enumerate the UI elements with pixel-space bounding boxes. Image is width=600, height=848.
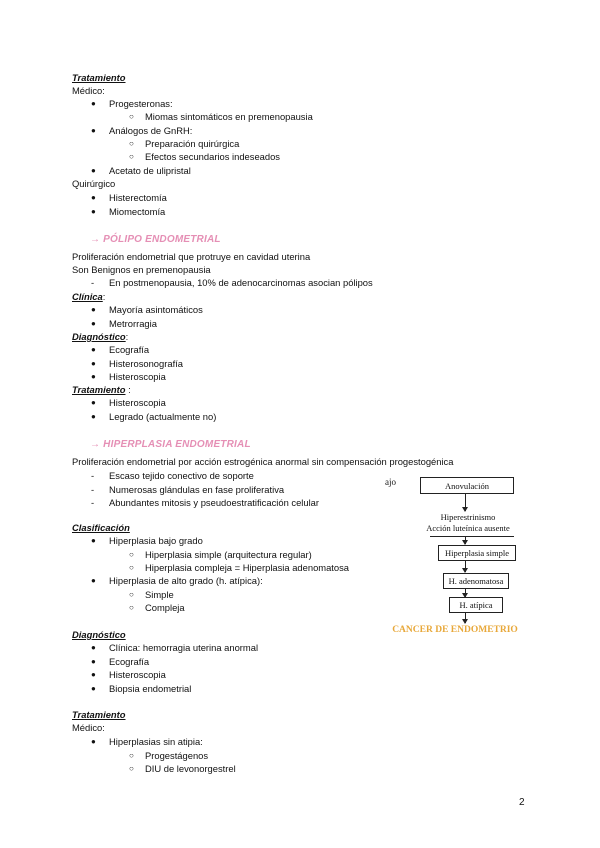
bullet-icon: ● <box>91 207 96 216</box>
diagram-label: Anovulación <box>445 480 489 491</box>
bullet-icon: ● <box>91 166 96 175</box>
list-item: Progestágenos <box>145 750 209 761</box>
bullet-icon: ● <box>91 372 96 381</box>
paragraph: Son Benignos en premenopausia <box>72 264 211 275</box>
list-item: Simple <box>145 589 174 600</box>
bullet-icon: ● <box>91 193 96 202</box>
diagram-label: Hiperestrinismo <box>440 512 496 522</box>
diagram-label: H. atípica <box>459 600 493 610</box>
arrow-down-icon <box>465 612 466 623</box>
dash-bullet-icon: - <box>91 470 95 481</box>
circle-bullet-icon: ○ <box>129 751 134 760</box>
bullet-icon: ● <box>91 643 96 652</box>
diagram-fragment-text: ajo <box>385 477 396 487</box>
list-item: Clínica: hemorragia uterina anormal <box>109 642 259 653</box>
diagram-divider <box>430 536 514 537</box>
diagram-label: H. adenomatosa <box>448 576 504 586</box>
list-item: Hiperplasia de alto grado (h. atípica): <box>109 575 263 586</box>
dash-bullet-icon: - <box>91 277 95 288</box>
list-item: Análogos de GnRH: <box>109 125 193 136</box>
section-heading-clinica: Clínica <box>72 291 103 302</box>
circle-bullet-icon: ○ <box>129 152 134 161</box>
bullet-icon: ● <box>91 684 96 693</box>
list-item: Hiperplasia simple (arquitectura regular) <box>145 549 312 560</box>
dash-bullet-icon: - <box>91 497 95 508</box>
section-heading-diagnostico: Diagnóstico <box>72 331 126 342</box>
list-item: Histeroscopia <box>109 397 166 408</box>
bullet-icon: ● <box>91 737 96 746</box>
diagram-hiperestrinismo <box>418 512 518 534</box>
bullet-icon: ● <box>91 126 96 135</box>
arrow-down-icon <box>465 537 466 544</box>
paragraph: Proliferación endometrial que protruye en cavidad uterina <box>72 251 311 262</box>
bullet-icon: ● <box>91 359 96 368</box>
circle-bullet-icon: ○ <box>129 112 134 121</box>
list-item: Preparación quirúrgica <box>145 138 240 149</box>
list-item: Efectos secundarios indeseados <box>145 151 280 162</box>
list-item: Miomectomía <box>109 206 166 217</box>
list-item: Numerosas glándulas en fase proliferativa <box>109 484 285 495</box>
list-item: Escaso tejido conectivo de soporte <box>109 470 254 481</box>
bullet-icon: ● <box>91 412 96 421</box>
bullet-icon: ● <box>91 345 96 354</box>
circle-bullet-icon: ○ <box>129 139 134 148</box>
medico-label: Médico: <box>72 85 105 96</box>
section-heading-tratamiento: Tratamiento <box>72 384 126 395</box>
list-item: Histerosonografía <box>109 358 183 369</box>
bullet-icon: ● <box>91 576 96 585</box>
dash-bullet-icon: - <box>91 484 95 495</box>
bullet-icon: ● <box>91 305 96 314</box>
section-title-hiperplasia: → HIPERPLASIA ENDOMETRIAL <box>90 439 251 450</box>
list-item: Progesteronas: <box>109 98 173 109</box>
bullet-icon: ● <box>91 670 96 679</box>
page-number: 2 <box>519 797 525 808</box>
diagram-cancer-label: CANCER DE ENDOMETRIO <box>392 625 518 635</box>
section-heading-tratamiento: Tratamiento <box>72 709 126 720</box>
arrow-down-icon <box>465 588 466 597</box>
list-item: DIU de levonorgestrel <box>145 763 236 774</box>
diagram-box-anovulacion <box>420 477 514 494</box>
diagram-box-simple <box>438 545 516 561</box>
list-item: Metrorragia <box>109 318 157 329</box>
list-item: Ecografía <box>109 656 150 667</box>
list-item: Acetato de ulipristal <box>109 165 191 176</box>
bullet-icon: ● <box>91 99 96 108</box>
list-item: Histerectomía <box>109 192 167 203</box>
bullet-icon: ● <box>91 398 96 407</box>
section-heading-diagnostico: Diagnóstico <box>72 629 126 640</box>
list-item: Hiperplasias sin atipia: <box>109 736 203 747</box>
medico-label: Médico: <box>72 722 105 733</box>
section-title-polipo: → PÓLIPO ENDOMETRIAL <box>90 234 221 245</box>
list-item: Histeroscopia <box>109 371 166 382</box>
list-item: Mayoría asintomáticos <box>109 304 203 315</box>
section-heading-clasificacion: Clasificación <box>72 522 130 533</box>
list-item: Ecografía <box>109 344 150 355</box>
list-item: Biopsia endometrial <box>109 683 192 694</box>
bullet-icon: ● <box>91 319 96 328</box>
arrow-down-icon <box>465 560 466 572</box>
list-item: Hiperplasia compleja = Hiperplasia adenomatosa <box>145 562 350 573</box>
paragraph: Proliferación endometrial por acción estrogénica anormal sin compensación progestogénica <box>72 456 454 467</box>
list-item: Abundantes mitosis y pseudoestratificación celular <box>109 497 320 508</box>
circle-bullet-icon: ○ <box>129 563 134 572</box>
circle-bullet-icon: ○ <box>129 764 134 773</box>
circle-bullet-icon: ○ <box>129 590 134 599</box>
bullet-icon: ● <box>91 536 96 545</box>
circle-bullet-icon: ○ <box>129 603 134 612</box>
list-item: Miomas sintomáticos en premenopausia <box>145 111 313 122</box>
quirurgico-label: Quirúrgico <box>72 178 116 189</box>
bullet-icon: ● <box>91 657 96 666</box>
list-item: Legrado (actualmente no) <box>109 411 217 422</box>
diagram-box-atipica <box>449 597 503 613</box>
list-item: Compleja <box>145 602 185 613</box>
list-item: Hiperplasia bajo grado <box>109 535 203 546</box>
section-heading-tratamiento: Tratamiento <box>72 72 126 83</box>
diagram-box-adenomatosa <box>443 573 509 589</box>
arrow-down-icon <box>465 493 466 511</box>
list-item: Histeroscopia <box>109 669 166 680</box>
diagram-label: Hiperplasia simple <box>445 548 509 558</box>
list-item: En postmenopausia, 10% de adenocarcinomas asocian pólipos <box>109 277 373 288</box>
diagram-label: Acción luteínica ausente <box>426 523 510 533</box>
circle-bullet-icon: ○ <box>129 550 134 559</box>
